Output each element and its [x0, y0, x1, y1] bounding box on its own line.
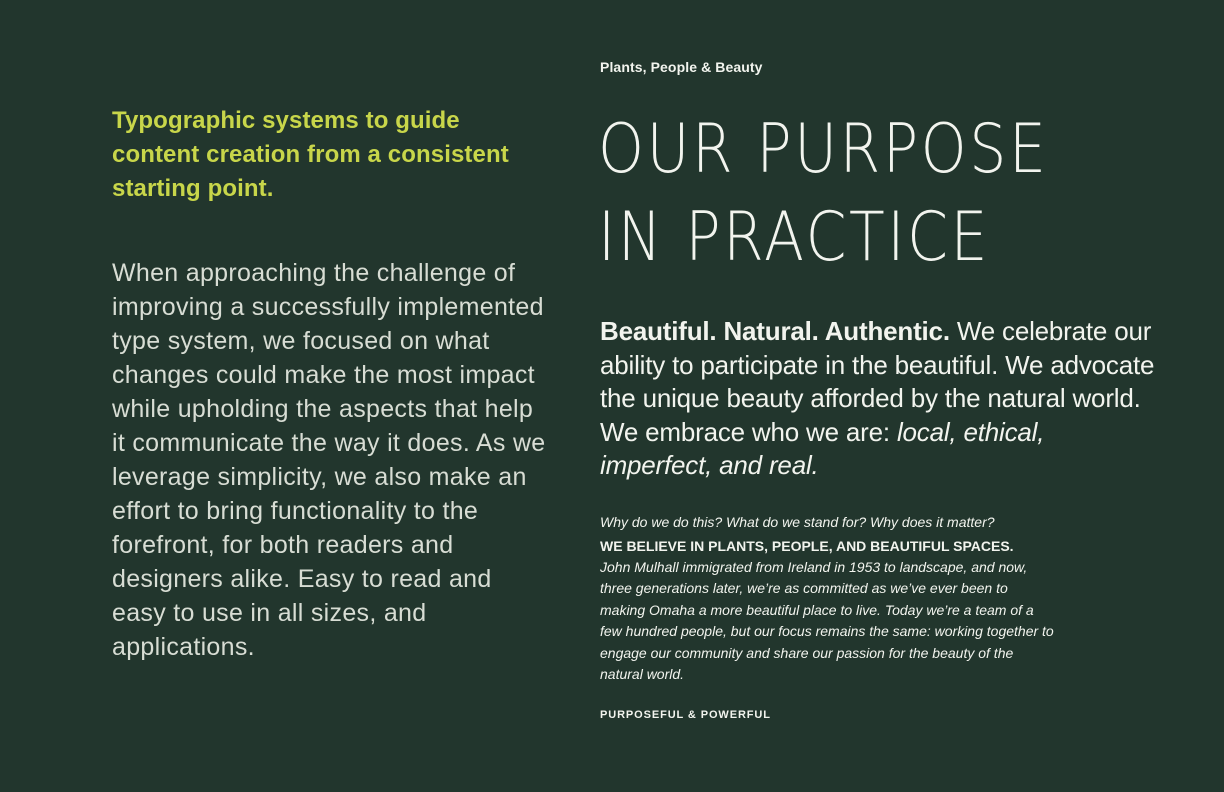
right-column	[600, 58, 1160, 722]
page-headline	[598, 106, 1081, 282]
lead-paragraph: Typographic systems to guide content creation from a consistent starting point.	[112, 107, 509, 202]
left-column	[112, 104, 552, 664]
story-paragraph: John Mulhall immigrated from Ireland in 1953 to landscape, and now, three generations later, we’re as committed as we’ve ever been to making Omaha a more beautiful place to live. Today we’re a team of a few hundred people, but our focus remains the same: working together to engage our community and share our passion for the beauty of the natural world.	[600, 558, 1054, 683]
headline-line-1: OUR PURPOSE	[598, 110, 1049, 189]
statement-regular: We celebrate our ability to participate in the beautiful. We advocate the unique beauty afforded by the natural world. We embrace who we are:	[600, 316, 1155, 447]
tagline: PURPOSEFUL & POWERFUL	[600, 709, 771, 722]
body-paragraph: When approaching the challenge of improving a successfully implemented type system, we focused on what changes could make the most impact while upholding the aspects that help it communicate the way it does. As we leverage simplicity, we also make an effort to bring functionality to the forefront, for both readers and designers alike. Easy to read and easy to use in all sizes, and applications.	[112, 259, 546, 661]
belief-heading: WE BELIEVE IN PLANTS, PEOPLE, AND BEAUTIFUL SPACES.	[600, 537, 1014, 554]
statement-bold: Beautiful. Natural. Authentic.	[600, 316, 950, 346]
statement-italic: local, ethical, imperfect, and real.	[600, 416, 1045, 480]
purpose-statement	[600, 315, 1160, 483]
headline-line-2: IN PRACTICE	[598, 198, 991, 277]
eyebrow-label: Plants, People & Beauty	[600, 59, 763, 75]
question-line: Why do we do this? What do we stand for? Why does it matter?	[600, 513, 995, 530]
